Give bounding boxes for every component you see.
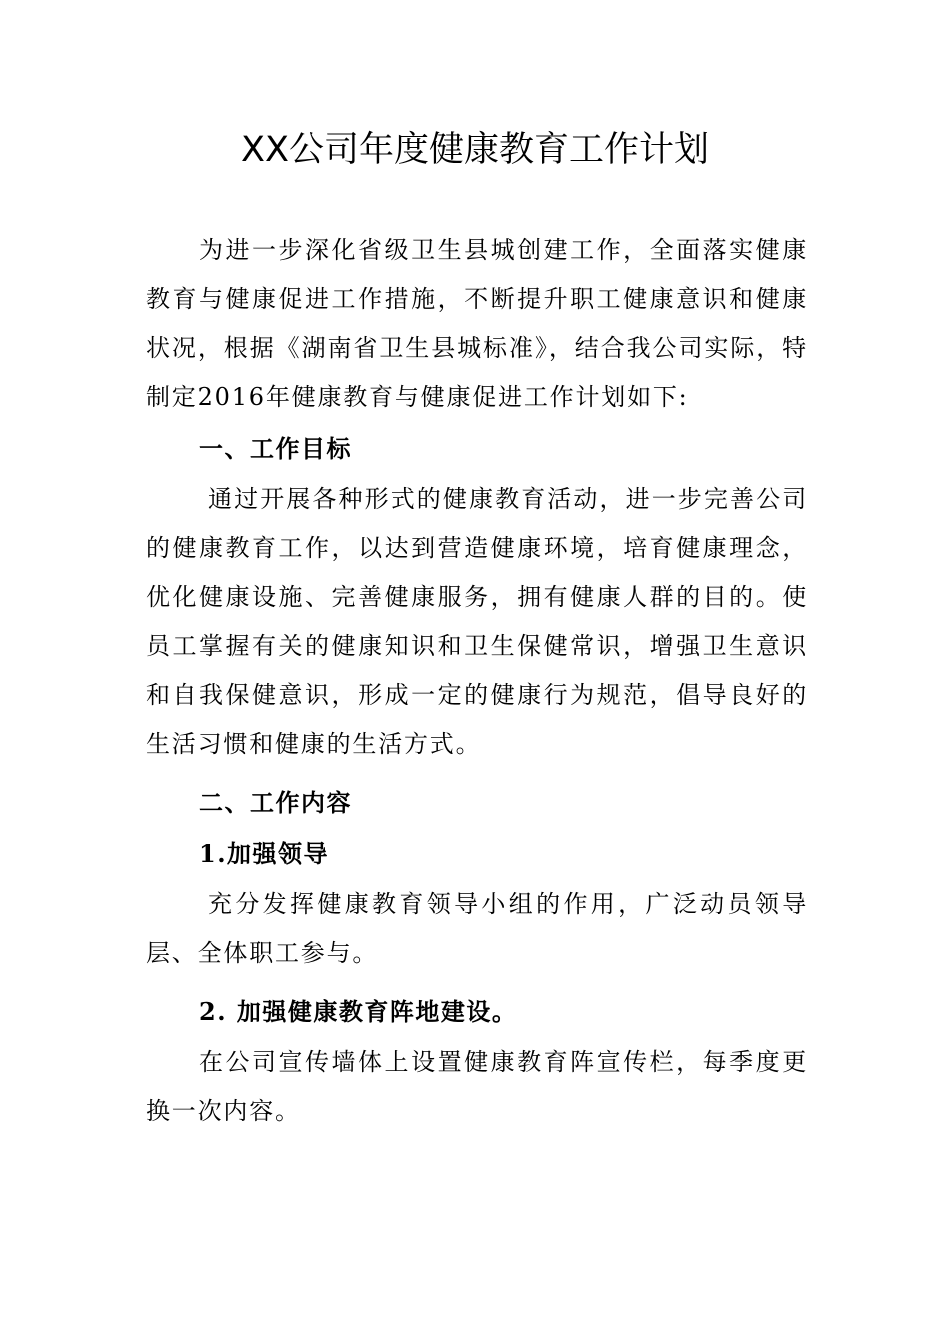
leadership-paragraph: 充分发挥健康教育领导小组的作用，广泛动员领导层、全体职工参与。 bbox=[146, 890, 808, 967]
item-heading-leadership: 1.加强领导 bbox=[199, 839, 330, 868]
document-body bbox=[146, 226, 808, 1136]
intro-paragraph: 为进一步深化省级卫生县城创建工作，全面落实健康教育与健康促进工作措施，不断提升职工健康意识和健康状况，根据《湖南省卫生县城标准》，结合我公司实际，特制定2016年健康教育与健康促进工作计划如下: bbox=[146, 236, 808, 411]
base-construction-paragraph: 在公司宣传墙体上设置健康教育阵宣传栏，每季度更换一次内容。 bbox=[146, 1048, 808, 1125]
goals-paragraph: 通过开展各种形式的健康教育活动，进一步完善公司的健康教育工作，以达到营造健康环境，培育健康理念，优化健康设施、完善健康服务，拥有健康人群的目的。使员工掌握有关的健康知识和卫生保健常识，增强卫生意识和自我保健意识，形成一定的健康行为规范，倡导良好的生活习惯和健康的生活方式。 bbox=[146, 485, 808, 758]
section-heading-goals: 一、工作目标 bbox=[199, 434, 352, 463]
section-heading-content: 二、工作内容 bbox=[199, 788, 352, 817]
item-heading-base-construction: 2. 加强健康教育阵地建设。 bbox=[199, 997, 518, 1026]
document-title: XX公司年度健康教育工作计划 bbox=[241, 130, 709, 170]
